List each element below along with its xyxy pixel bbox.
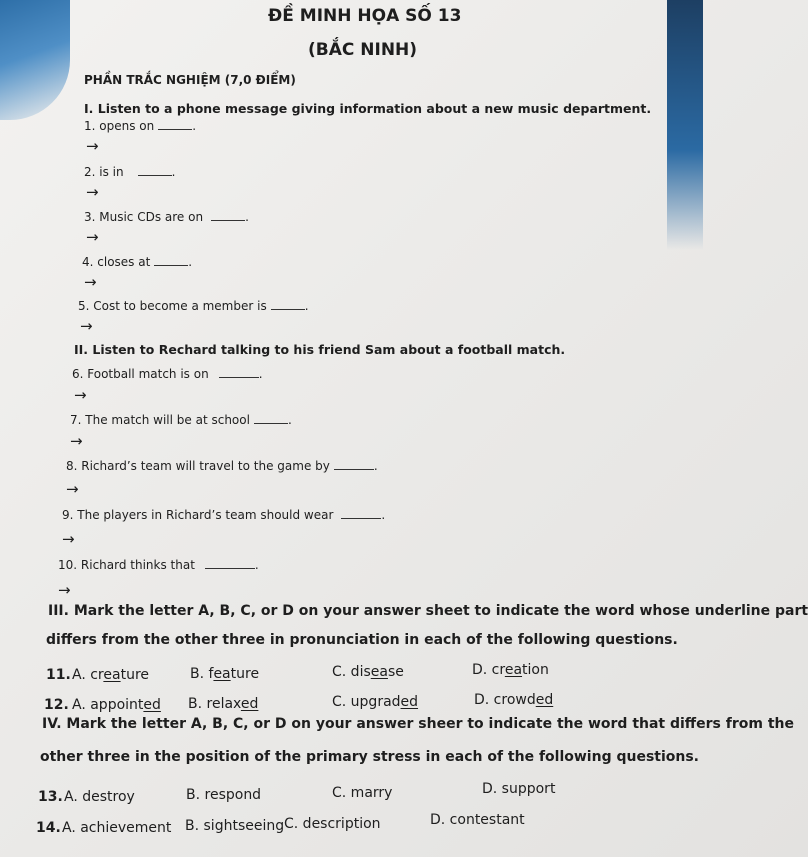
- question-11-number: 11.: [46, 667, 71, 683]
- question-12-option-d: D. crowded: [474, 692, 554, 708]
- question-2: 2. is in .: [84, 165, 176, 179]
- arrow-icon: →: [58, 581, 71, 599]
- answer-blank: [219, 367, 259, 378]
- arrow-icon: →: [74, 386, 87, 404]
- question-12-number: 12.: [44, 697, 69, 713]
- section-3-heading-line-1: III. Mark the letter A, B, C, or D on your answer sheet to indicate the word whose underline part: [48, 603, 808, 619]
- arrow-icon: →: [70, 432, 83, 450]
- section-4-heading-line-2: other three in the position of the primary stress in each of the following questions.: [40, 749, 700, 765]
- question-10-text: 10. Richard thinks that: [58, 558, 195, 572]
- question-10: 10. Richard thinks that .: [58, 558, 259, 572]
- question-4-text: 4. closes at: [82, 255, 151, 269]
- question-13-option-a: A. destroy: [64, 789, 135, 805]
- question-12-option-c: C. upgraded: [332, 694, 419, 710]
- exam-subtitle: (BẮC NINH): [308, 40, 418, 60]
- section-1-heading: I. Listen to a phone message giving information about a new music department.: [84, 101, 652, 116]
- arrow-icon: →: [84, 273, 97, 291]
- question-3-text: 3. Music CDs are on: [84, 210, 204, 224]
- answer-blank: [334, 459, 374, 470]
- answer-blank: [254, 413, 288, 424]
- part-heading: PHẦN TRẮC NGHIỆM (7,0 ĐIỂM): [84, 73, 296, 87]
- question-14-option-a: A. achievement: [62, 820, 172, 836]
- question-6-text: 6. Football match is on: [72, 367, 209, 381]
- question-6: 6. Football match is on .: [72, 367, 263, 381]
- question-8: 8. Richard’s team will travel to the game by .: [66, 459, 378, 473]
- section-2-heading: II. Listen to Rechard talking to his friend Sam about a football match.: [74, 342, 566, 357]
- question-12-option-a: A. appointed: [72, 697, 161, 713]
- question-3: 3. Music CDs are on .: [84, 210, 249, 224]
- question-11-option-a: A. creature: [72, 667, 150, 683]
- question-4: 4. closes at .: [82, 255, 193, 269]
- question-13-option-d: D. support: [482, 781, 556, 797]
- question-13-number: 13.: [38, 789, 63, 805]
- question-11-option-d: D. creation: [472, 662, 549, 678]
- question-12-option-b: B. relaxed: [188, 696, 259, 712]
- question-5: 5. Cost to become a member is .: [78, 299, 309, 313]
- question-9: 9. The players in Richard’s team should wear .: [62, 508, 386, 522]
- question-1-text: 1. opens on: [84, 119, 155, 133]
- answer-blank: [271, 299, 305, 310]
- answer-blank: [154, 255, 188, 266]
- question-11-option-c: C. disease: [332, 664, 404, 680]
- answer-blank: [341, 508, 381, 519]
- question-14-number: 14.: [36, 820, 61, 836]
- answer-blank: [158, 119, 192, 130]
- question-9-text: 9. The players in Richard’s team should wear: [62, 508, 334, 522]
- question-13-option-c: C. marry: [332, 785, 393, 801]
- exam-title: ĐỀ MINH HỌA SỐ 13: [268, 6, 462, 26]
- question-7: 7. The match will be at school .: [70, 413, 292, 427]
- arrow-icon: →: [86, 228, 99, 246]
- arrow-icon: →: [80, 317, 93, 335]
- question-14-option-c: C. description: [284, 816, 381, 832]
- section-4-heading-line-1: IV. Mark the letter A, B, C, or D on your answer sheer to indicate the word that differs from the: [42, 716, 794, 732]
- photo-edge-left: [0, 0, 70, 120]
- question-7-text: 7. The match will be at school: [70, 413, 250, 427]
- answer-blank: [205, 558, 255, 569]
- section-3-heading-line-2: differs from the other three in pronunciation in each of the following questions.: [46, 632, 678, 648]
- question-1: 1. opens on .: [84, 119, 197, 133]
- answer-blank: [211, 210, 245, 221]
- arrow-icon: →: [62, 530, 75, 548]
- arrow-icon: →: [66, 480, 79, 498]
- question-8-text: 8. Richard’s team will travel to the game by: [66, 459, 330, 473]
- question-14-option-b: B. sightseeing: [185, 818, 285, 834]
- arrow-icon: →: [86, 137, 99, 155]
- arrow-icon: →: [86, 183, 99, 201]
- question-14-option-d: D. contestant: [430, 812, 525, 828]
- question-11-option-b: B. feature: [190, 666, 260, 682]
- question-13-option-b: B. respond: [186, 787, 262, 803]
- question-5-text: 5. Cost to become a member is: [78, 299, 267, 313]
- photo-edge-right: [667, 0, 703, 250]
- question-2-text: 2. is in: [84, 165, 124, 179]
- answer-blank: [138, 165, 172, 176]
